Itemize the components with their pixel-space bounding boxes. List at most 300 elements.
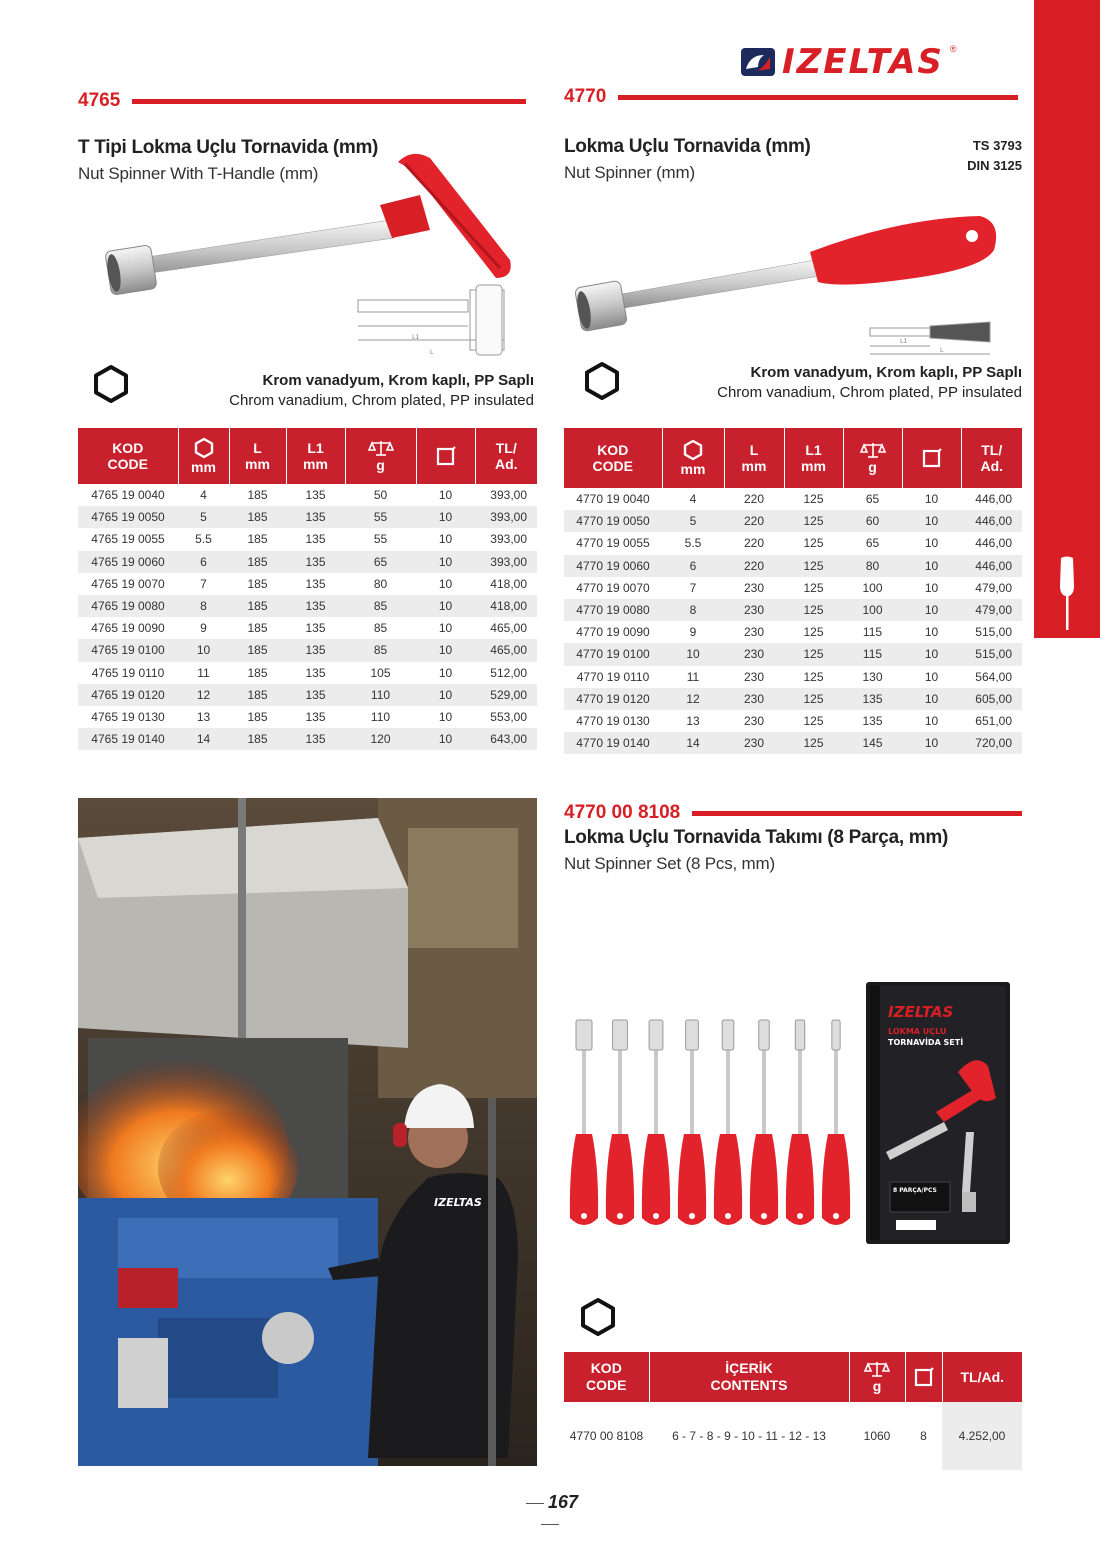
set-spinner xyxy=(642,1020,670,1225)
cell-code: 4765 19 0100 xyxy=(78,639,178,661)
cell-code: 4765 19 0080 xyxy=(78,595,178,617)
cell-price: 515,00 xyxy=(961,643,1022,665)
cell-code: 4770 19 0130 xyxy=(576,713,650,728)
table-row xyxy=(564,643,1022,665)
material-tr: Krom vanadyum, Krom kaplı, PP Saplı xyxy=(262,372,534,389)
cell-value: 185 xyxy=(247,621,268,636)
cell-value: 185 xyxy=(247,665,268,680)
registered-mark: ® xyxy=(949,44,957,54)
cell-value: 185 xyxy=(247,576,268,591)
cell-value: 220 xyxy=(724,510,784,532)
cell-value: 125 xyxy=(784,510,843,532)
cell-value: 11 xyxy=(197,665,210,680)
header-rule xyxy=(618,95,1018,100)
column-header-unit: mm xyxy=(680,461,706,477)
brand-logo xyxy=(740,44,957,80)
standard-ts: TS 3793 xyxy=(972,138,1022,153)
cell-value: 10 xyxy=(438,576,453,591)
cell-value: 185 xyxy=(229,506,286,528)
set-spinner xyxy=(678,1020,706,1225)
cell-price: 393,00 xyxy=(475,506,537,528)
column-header xyxy=(784,428,843,488)
column-header xyxy=(843,428,902,488)
cell-value: 10 xyxy=(416,595,475,617)
hexagon-icon xyxy=(193,437,215,459)
cell-value: 65 xyxy=(865,492,880,507)
cell-value: 120 xyxy=(345,728,416,750)
cell-value: 8 xyxy=(662,599,724,621)
column-header-unit: g xyxy=(376,457,385,473)
drawing-label-l: L xyxy=(940,347,944,354)
cell-price: 393,00 xyxy=(490,532,527,547)
cell-value: 5.5 xyxy=(195,532,212,547)
set-spinner xyxy=(714,1020,742,1225)
cell-value: 10 xyxy=(438,532,453,547)
table-row xyxy=(564,621,1022,643)
cell-code: 4770 19 0110 xyxy=(576,669,650,684)
cell-code: 4770 19 0140 xyxy=(564,732,662,754)
cell-value: 185 xyxy=(247,532,268,547)
cell-price: 643,00 xyxy=(475,728,537,750)
cell-code: 4770 19 0050 xyxy=(564,510,662,532)
product-title-tr: Lokma Uçlu Tornavida Takımı (8 Parça, mm) xyxy=(564,827,949,848)
column-header-unit: mm xyxy=(191,459,216,475)
cell-value: 110 xyxy=(370,709,391,724)
section-header-4770 xyxy=(564,86,1018,108)
cell-value: 115 xyxy=(843,643,902,665)
cell-value: 10 xyxy=(924,713,939,728)
product-code: 4770 00 8108 xyxy=(564,802,681,823)
cell-value: 85 xyxy=(345,639,416,661)
cell-value: 185 xyxy=(229,728,286,750)
cell-value: 10 xyxy=(178,639,229,661)
cell-value: 10 xyxy=(438,709,453,724)
cell-value: 10 xyxy=(902,555,961,577)
column-header-unit: mm xyxy=(245,456,270,472)
cell-price: 418,00 xyxy=(475,595,537,617)
cell-code: 4770 19 0120 xyxy=(564,688,662,710)
table-row xyxy=(564,532,1022,554)
product-code: 4765 xyxy=(78,90,121,111)
table-row xyxy=(78,639,537,661)
cell-value: 4 xyxy=(689,492,697,507)
cell-price: 393,00 xyxy=(490,488,527,503)
table-row xyxy=(564,510,1022,532)
column-header-unit: CODE xyxy=(592,458,633,474)
product-title-en: Nut Spinner Set (8 Pcs, mm) xyxy=(564,854,775,873)
material-en: Chrom vanadium, Chrom plated, PP insulated xyxy=(229,392,534,409)
table-row xyxy=(78,706,537,728)
column-header-unit: Ad. xyxy=(980,458,1004,474)
cell-value: 125 xyxy=(784,643,843,665)
column-header xyxy=(416,428,475,484)
cell-value: 60 xyxy=(843,510,902,532)
column-header xyxy=(724,428,784,488)
cell-value: 13 xyxy=(196,709,211,724)
cell-value: 10 xyxy=(438,488,453,503)
col-contents-tr: İÇERİK xyxy=(725,1360,773,1376)
cell-value: 230 xyxy=(743,713,765,728)
cell-value: 55 xyxy=(373,532,388,547)
cell-code: 4765 19 0055 xyxy=(91,532,165,547)
cell-value: 11 xyxy=(686,669,700,684)
cell-code: 4770 19 0100 xyxy=(564,643,662,665)
cell-price: 446,00 xyxy=(975,536,1012,551)
table-row xyxy=(564,488,1022,510)
cell-value: 125 xyxy=(803,492,824,507)
box-icon xyxy=(913,1366,935,1388)
cell-value: 10 xyxy=(416,551,475,573)
cell-code: 4770 19 0090 xyxy=(576,625,650,640)
column-header-top: L1 xyxy=(307,440,324,456)
cell-value: 8 xyxy=(178,595,229,617)
column-header xyxy=(229,428,286,484)
cell-value: 10 xyxy=(416,684,475,706)
cell-price: 418,00 xyxy=(490,576,527,591)
table-row xyxy=(78,528,537,550)
set-spinner xyxy=(822,1020,850,1225)
cell-code: 4765 19 0120 xyxy=(78,684,178,706)
material-tr: Krom vanadyum, Krom kaplı, PP Saplı xyxy=(750,364,1022,381)
cell-value: 135 xyxy=(286,595,345,617)
cell-value: 220 xyxy=(743,536,765,551)
cell-value: 14 xyxy=(178,728,229,750)
cell-value: 6 xyxy=(178,551,229,573)
cell-code: 4770 19 0055 xyxy=(576,536,650,551)
cell-value: 135 xyxy=(305,488,326,503)
table-row xyxy=(564,732,1022,754)
col-code-tr: KOD xyxy=(590,1360,622,1376)
column-header xyxy=(564,428,662,488)
table-header-row xyxy=(564,428,1022,488)
cell-price: 446,00 xyxy=(961,555,1022,577)
cell-code: 4765 19 0070 xyxy=(91,576,165,591)
cell-value: 135 xyxy=(305,709,326,724)
table-body xyxy=(564,488,1022,754)
header-rule xyxy=(692,811,1022,816)
cell-code: 4765 19 0110 xyxy=(91,665,165,680)
cell-value: 10 xyxy=(924,580,939,595)
cell-value: 110 xyxy=(345,684,416,706)
brand-name: IZELTAS xyxy=(782,42,944,82)
column-header-unit: mm xyxy=(801,458,826,474)
cell-value: 230 xyxy=(724,599,784,621)
cell-code: 4765 19 0130 xyxy=(91,709,165,724)
cell-value: 230 xyxy=(743,580,765,595)
cell-value: 135 xyxy=(862,713,883,728)
table-row xyxy=(564,555,1022,577)
table-header-row xyxy=(564,1352,1022,1402)
column-header-unit: g xyxy=(868,459,877,475)
table-row xyxy=(78,617,537,639)
cell-price: 4.252,00 xyxy=(942,1402,1022,1470)
scale-icon xyxy=(864,1360,890,1378)
cell-value: 10 xyxy=(902,643,961,665)
product-table-4765 xyxy=(78,428,537,750)
cell-code: 4770 19 0060 xyxy=(564,555,662,577)
box-title-2: TORNAVİDA SETİ xyxy=(888,1038,964,1047)
cell-value: 80 xyxy=(373,576,388,591)
cell-price: 720,00 xyxy=(961,732,1022,754)
cell-value: 125 xyxy=(803,669,824,684)
product-title-en: Nut Spinner (mm) xyxy=(564,163,695,182)
column-header-unit: mm xyxy=(741,458,767,474)
col-contents-en: CONTENTS xyxy=(710,1377,788,1393)
cell-code: 4765 19 0050 xyxy=(78,506,178,528)
cell-value: 10 xyxy=(924,536,939,551)
cell-value: 10 xyxy=(902,732,961,754)
column-header xyxy=(345,428,416,484)
cell-value: 130 xyxy=(862,669,883,684)
cell-value: 230 xyxy=(743,625,765,640)
cell-code: 4770 19 0040 xyxy=(576,492,650,507)
cell-price: 446,00 xyxy=(961,510,1022,532)
cell-price: 605,00 xyxy=(961,688,1022,710)
cell-value: 105 xyxy=(370,665,391,680)
cell-value: 135 xyxy=(305,576,326,591)
cell-price: 465,00 xyxy=(475,639,537,661)
cell-value: 100 xyxy=(862,580,883,595)
t-handle-nut-spinner-image xyxy=(100,150,540,360)
cell-value: 230 xyxy=(724,643,784,665)
cell-value: 9 xyxy=(689,625,697,640)
cell-value: 125 xyxy=(784,599,843,621)
column-header xyxy=(475,428,537,484)
cell-value: 185 xyxy=(247,488,268,503)
column-header-top: TL/ xyxy=(495,440,517,456)
cell-price: 479,00 xyxy=(961,599,1022,621)
cell-value: 4 xyxy=(200,488,207,503)
table-row xyxy=(564,666,1022,688)
cell-code: 4770 19 0070 xyxy=(576,580,650,595)
column-header-top: L xyxy=(253,440,262,456)
cell-value: 10 xyxy=(902,599,961,621)
cell-value: 185 xyxy=(229,551,286,573)
column-header-top: L1 xyxy=(805,442,822,458)
standards-list xyxy=(940,136,1022,176)
column-header-top: L xyxy=(749,442,759,458)
hexagon-icon xyxy=(582,361,622,401)
cell-value: 135 xyxy=(286,506,345,528)
section-header-4765 xyxy=(78,90,526,112)
product-title-tr: Lokma Uçlu Tornavida (mm) xyxy=(564,136,811,157)
cell-value: 12 xyxy=(178,684,229,706)
cell-value: 230 xyxy=(724,688,784,710)
col-weight xyxy=(849,1352,905,1402)
box-badge: 8 PARÇA/PCS xyxy=(893,1187,937,1194)
column-header-unit: CODE xyxy=(107,456,148,472)
set-spinner xyxy=(606,1020,634,1225)
cell-code: 4765 19 0060 xyxy=(78,551,178,573)
scale-icon xyxy=(368,439,394,457)
header-rule xyxy=(132,99,526,104)
cell-value: 125 xyxy=(784,688,843,710)
column-header xyxy=(902,428,961,488)
cell-value: 9 xyxy=(200,621,207,636)
box-icon xyxy=(435,445,457,467)
cell-value: 135 xyxy=(843,688,902,710)
section-header-set xyxy=(564,802,1022,824)
cell-value: 185 xyxy=(229,639,286,661)
column-header-top: KOD xyxy=(112,440,144,456)
cell-pack: 8 xyxy=(920,1429,927,1443)
column-header-unit: mm xyxy=(303,456,328,472)
page-number: 167 xyxy=(510,1492,590,1534)
hexagon-icon xyxy=(91,364,131,404)
cell-code: 4765 19 0140 xyxy=(78,728,178,750)
product-title-en: Nut Spinner With T-Handle (mm) xyxy=(78,164,319,183)
cell-value: 65 xyxy=(345,551,416,573)
cell-value: 135 xyxy=(305,532,326,547)
cell-value: 185 xyxy=(229,595,286,617)
column-header xyxy=(662,428,724,488)
column-header xyxy=(178,428,229,484)
column-header xyxy=(286,428,345,484)
set-spinner xyxy=(570,1020,598,1225)
cell-contents: 6 - 7 - 8 - 9 - 10 - 11 - 12 - 13 xyxy=(672,1429,826,1443)
col-pack xyxy=(905,1352,942,1402)
product-title-tr: T Tipi Lokma Uçlu Tornavida (mm) xyxy=(78,137,379,158)
table-row xyxy=(78,728,537,750)
cell-value: 185 xyxy=(247,709,268,724)
cell-value: 125 xyxy=(784,732,843,754)
col-code-en: CODE xyxy=(586,1377,627,1393)
cell-price: 393,00 xyxy=(475,551,537,573)
cell-weight: 1060 xyxy=(863,1429,891,1443)
scale-icon xyxy=(860,441,886,459)
cell-value: 135 xyxy=(286,551,345,573)
material-en: Chrom vanadium, Chrom plated, PP insulated xyxy=(717,384,1022,401)
table-row xyxy=(564,599,1022,621)
cell-value: 6 xyxy=(662,555,724,577)
hexagon-icon xyxy=(682,439,704,461)
sidebar-tab xyxy=(1034,0,1100,638)
col-price: TL/Ad. xyxy=(942,1352,1022,1402)
cell-value: 5 xyxy=(178,506,229,528)
cell-code: 4765 19 0090 xyxy=(91,621,165,636)
cell-price: 515,00 xyxy=(975,625,1012,640)
cell-value: 85 xyxy=(345,595,416,617)
table-row xyxy=(78,551,537,573)
cell-value: 10 xyxy=(416,506,475,528)
box-brand: IZELTAS xyxy=(888,1003,954,1021)
cell-price: 465,00 xyxy=(490,621,527,636)
set-spinner xyxy=(786,1020,814,1225)
logo-mark-icon xyxy=(740,47,776,77)
table-row xyxy=(78,662,537,684)
cell-value: 125 xyxy=(803,580,824,595)
drawing-label-l1: L1 xyxy=(412,334,420,341)
nut-spinner-image xyxy=(570,210,1010,360)
cell-value: 100 xyxy=(843,599,902,621)
cell-value: 50 xyxy=(373,488,388,503)
cell-code: 4765 19 0040 xyxy=(91,488,165,503)
cell-value: 220 xyxy=(743,492,765,507)
table-body xyxy=(78,484,537,750)
table-row xyxy=(78,684,537,706)
cell-value: 125 xyxy=(803,713,824,728)
table-row xyxy=(78,573,537,595)
cell-value: 5.5 xyxy=(684,536,702,551)
product-code: 4770 xyxy=(564,86,607,107)
cell-value: 135 xyxy=(305,665,326,680)
table-header-row xyxy=(78,428,537,484)
cell-value: 7 xyxy=(200,576,207,591)
table-row xyxy=(78,484,537,506)
cell-code: 4770 00 8108 xyxy=(569,1429,644,1443)
cell-price: 446,00 xyxy=(975,492,1012,507)
cell-value: 10 xyxy=(924,625,939,640)
drawing-label-l: L xyxy=(430,349,434,356)
cell-value: 55 xyxy=(345,506,416,528)
box-icon xyxy=(921,447,943,469)
cell-value: 135 xyxy=(286,684,345,706)
cell-value: 10 xyxy=(416,728,475,750)
shirt-logo-text: IZELTAS xyxy=(434,1196,482,1209)
set-spinner xyxy=(750,1020,778,1225)
cell-value: 135 xyxy=(305,621,326,636)
cell-value: 135 xyxy=(286,639,345,661)
cell-value: 220 xyxy=(724,555,784,577)
cell-value: 145 xyxy=(843,732,902,754)
hexagon-icon xyxy=(578,1297,618,1337)
cell-value: 12 xyxy=(662,688,724,710)
cell-value: 65 xyxy=(865,536,880,551)
cell-value: 14 xyxy=(662,732,724,754)
cell-value: 10 xyxy=(416,639,475,661)
cell-price: 553,00 xyxy=(490,709,527,724)
column-header xyxy=(78,428,178,484)
standard-din: DIN 3125 xyxy=(967,158,1022,173)
product-table-4770 xyxy=(564,428,1022,754)
cell-value: 10 xyxy=(438,621,453,636)
cell-price: 529,00 xyxy=(475,684,537,706)
box-title-1: LOKMA UÇLU xyxy=(888,1027,947,1036)
cell-value: 10 xyxy=(438,665,453,680)
cell-value: 10 xyxy=(924,669,939,684)
screwdriver-icon xyxy=(1052,556,1082,632)
cell-price: 651,00 xyxy=(975,713,1012,728)
cell-value: 7 xyxy=(689,580,697,595)
table-row xyxy=(564,688,1022,710)
cell-price: 479,00 xyxy=(975,580,1012,595)
table-row xyxy=(78,506,537,528)
cell-value: 10 xyxy=(902,688,961,710)
cell-price: 564,00 xyxy=(975,669,1012,684)
set-box-image xyxy=(866,982,1010,1244)
cell-value: 10 xyxy=(902,510,961,532)
cell-value: 125 xyxy=(803,625,824,640)
column-header-top: TL/ xyxy=(981,442,1003,458)
table-row xyxy=(78,595,537,617)
col-weight-unit: g xyxy=(872,1377,882,1394)
nut-spinner-set-image xyxy=(566,1018,856,1234)
set-table xyxy=(564,1352,1022,1470)
cell-value: 185 xyxy=(229,684,286,706)
table-row xyxy=(564,577,1022,599)
cell-value: 80 xyxy=(843,555,902,577)
cell-value: 135 xyxy=(286,728,345,750)
drawing-label-l1: L1 xyxy=(900,338,908,345)
factory-worker-photo xyxy=(78,798,537,1466)
cell-value: 230 xyxy=(724,732,784,754)
cell-value: 115 xyxy=(862,625,883,640)
cell-value: 85 xyxy=(373,621,388,636)
cell-value: 5 xyxy=(662,510,724,532)
col-code xyxy=(564,1352,649,1402)
table-row xyxy=(564,710,1022,732)
cell-price: 512,00 xyxy=(490,665,527,680)
